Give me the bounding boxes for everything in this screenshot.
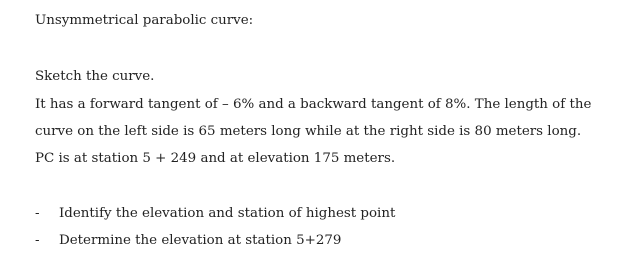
paragraph-line-2: curve on the left side is 65 meters long while at the right side is 80 meters long. <box>35 124 582 139</box>
task-bullet-2: - <box>35 233 40 248</box>
document-heading: Unsymmetrical parabolic curve: <box>35 13 254 28</box>
task-item-2: Determine the elevation at station 5+279 <box>59 233 342 248</box>
paragraph-line-1: It has a forward tangent of – 6% and a backward tangent of 8%. The length of the <box>35 97 592 112</box>
paragraph-line-3: PC is at station 5 + 249 and at elevation 175 meters. <box>35 151 396 166</box>
task-item-1: Identify the elevation and station of highest point <box>59 206 396 221</box>
instruction-text: Sketch the curve. <box>35 69 155 84</box>
task-bullet-1: - <box>35 206 40 221</box>
